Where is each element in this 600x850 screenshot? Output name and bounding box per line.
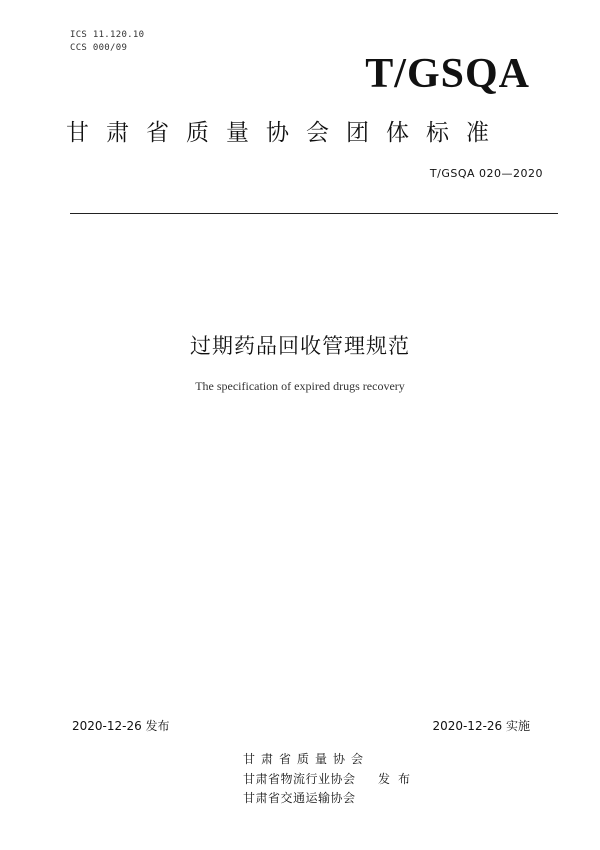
document-title-chinese: 过期药品回收管理规范 bbox=[190, 334, 410, 358]
ccs-code: CCS 000/09 bbox=[70, 43, 128, 53]
standard-logo: T/GSQA bbox=[365, 51, 530, 97]
publisher-1: 甘肃省质量协会 bbox=[243, 752, 370, 766]
standard-number: T/GSQA 020—2020 bbox=[429, 167, 543, 180]
document-title-english: The specification of expired drugs recovery bbox=[195, 379, 405, 393]
effective-date: 2020-12-26 实施 bbox=[432, 719, 530, 733]
publisher-2: 甘肃省物流行业协会 bbox=[243, 772, 356, 786]
organization-title: 甘肃省质量协会团体标准 bbox=[66, 120, 506, 146]
publisher-3: 甘肃省交通运输协会 bbox=[243, 791, 356, 805]
publish-label: 发布 bbox=[378, 772, 419, 786]
publish-date: 2020-12-26 发布 bbox=[72, 719, 170, 733]
ics-code: ICS 11.120.10 bbox=[70, 30, 145, 40]
header-divider bbox=[70, 213, 558, 214]
